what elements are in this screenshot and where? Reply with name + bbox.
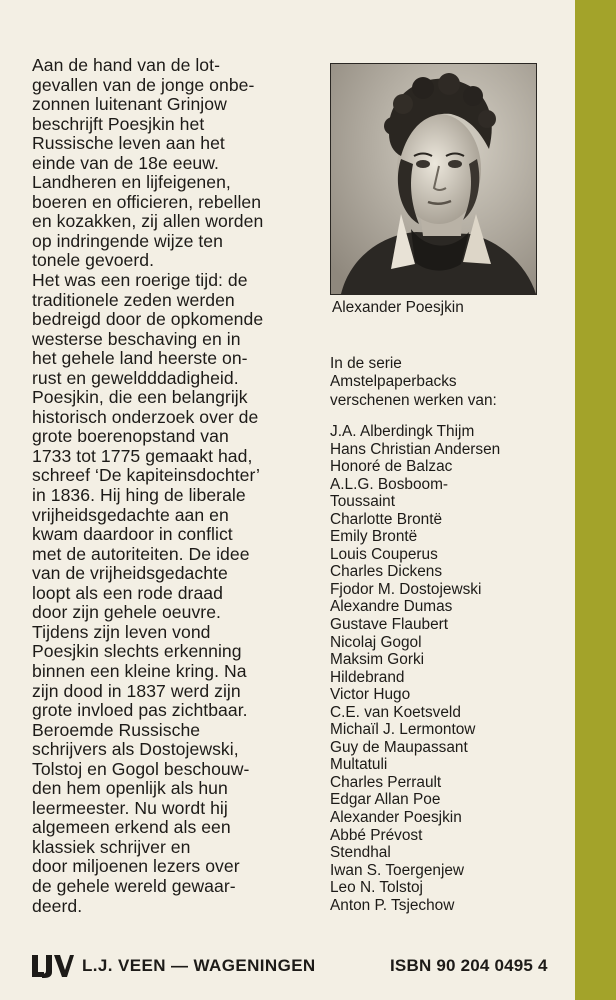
- portrait-engraving-icon: [331, 64, 536, 294]
- series-author-item: Victor Hugo: [330, 686, 411, 704]
- series-author-item: Emily Brontë: [330, 528, 418, 546]
- spine-color-stripe: [575, 0, 616, 1000]
- series-author-item: Nicolaj Gogol: [330, 633, 422, 651]
- series-author-item: Anton P. Tsjechow: [330, 896, 455, 914]
- series-author-item: Charles Dickens: [330, 563, 443, 581]
- series-intro: In de serie Amstelpaperbacks verschenen werken van:: [330, 355, 497, 409]
- series-author-item: Multatuli: [330, 756, 388, 774]
- description-column: [32, 56, 312, 916]
- series-author-item: Guy de Maupassant: [330, 738, 468, 756]
- author-portrait-image: [330, 63, 537, 295]
- series-author-item: Gustave Flaubert: [330, 616, 449, 634]
- series-author-item: A.L.G. Bosboom-: [330, 475, 449, 493]
- series-author-item: Iwan S. Toergenjew: [330, 861, 465, 879]
- series-author-item: Abbé Prévost: [330, 826, 423, 844]
- series-author-item: Edgar Allan Poe: [330, 791, 441, 809]
- portrait-caption: Alexander Poesjkin: [332, 299, 464, 316]
- description-text: Aan de hand van de lot- gevallen van de jonge onbe- zonnen luitenant Grinjow beschrijft Poesjkin het Russische leven aan het einde van de 18e eeuw. Landheren en lijfeigenen, boeren en officieren, rebellen en kozakken, zij allen worden op indringende wijze ten tonele gevoerd. Het was een roerige tijd: de traditionele zeden werden bedreigd door de opkomende westerse beschaving en in het gehele land heerste on- rust en geweldddadigheid. Poesjkin, die een belangrijk historisch onderzoek over de grote boerenopstand van 1733 tot 1775 gemaakt had, schreef ‘De kapiteinsdochter’ in 1836. Hij hing de liberale vrijheidsgedachte aan en kwam daardoor in conflict met de autoriteiten. De idee van de vrijheidsgedachte loopt als een rode draad door zijn gehele oeuvre. Tijdens zijn leven vond Poesjkin slechts erkenning binnen een kleine kring. Na zijn dood in 1837 werd zijn grote invloed pas zichtbaar. Beroemde Russische schrijvers als Dostojewski, Tolstoj en Gogol beschouw- den hem openlijk als hun leermeester. Nu wordt hij algemeen erkend als een klassiek schrijver en door miljoenen lezers over de gehele wereld gewaar- deerd.: [32, 55, 264, 916]
- series-author-item: Maksim Gorki: [330, 651, 425, 669]
- publisher-name: L.J. VEEN — WAGENINGEN: [82, 956, 316, 975]
- series-author-list: [330, 423, 570, 914]
- publisher-logo-icon: [30, 953, 74, 979]
- series-author-item: Leo N. Tolstoj: [330, 879, 423, 897]
- publisher-footer: [30, 953, 570, 979]
- series-author-item: Alexandre Dumas: [330, 598, 453, 616]
- series-author-item: Stendhal: [330, 844, 391, 862]
- series-author-item: J.A. Alberdingk Thijm: [330, 423, 475, 440]
- series-author-item: Alexander Poesjkin: [330, 809, 462, 827]
- series-author-item: Michaïl J. Lermontow: [330, 721, 476, 739]
- series-author-item: C.E. van Koetsveld: [330, 703, 461, 721]
- series-author-item: Charlotte Brontë: [330, 510, 443, 528]
- series-author-item: Hildebrand: [330, 668, 405, 686]
- series-author-item: Hans Christian Andersen: [330, 440, 501, 458]
- series-author-item: Toussaint: [330, 493, 396, 511]
- series-author-item: Honoré de Balzac: [330, 458, 453, 476]
- series-author-item: Charles Perrault: [330, 773, 442, 791]
- series-author-item: Louis Couperus: [330, 545, 438, 563]
- isbn-number: ISBN 90 204 0495 4: [390, 956, 548, 975]
- series-author-item: Fjodor M. Dostojewski: [330, 580, 482, 598]
